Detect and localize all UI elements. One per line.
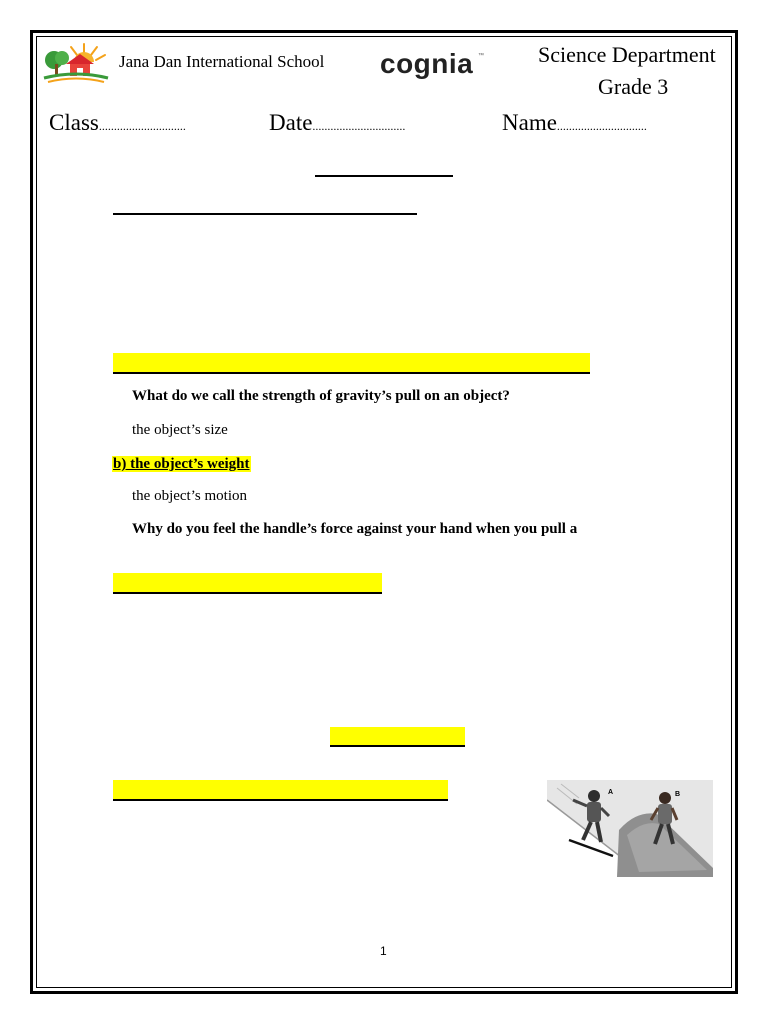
date-blank: ...............................: [312, 119, 406, 133]
answer-highlight-1: [113, 573, 382, 594]
slope-illustration: [547, 780, 713, 877]
question-1: What do we call the strength of gravity’s pull on an object?: [132, 388, 510, 404]
school-name: Jana Dan International School: [119, 52, 325, 71]
label-b: B: [675, 791, 681, 798]
subtitle-underline: [113, 213, 417, 215]
label-a: A: [608, 789, 614, 796]
grade-title: Grade 3: [598, 74, 669, 99]
date-label: Date: [269, 110, 313, 135]
trademark-mark: ™: [478, 53, 484, 59]
section-heading-highlight-2: [113, 780, 448, 801]
option-c: the object’s motion: [132, 488, 247, 504]
name-field: [502, 110, 647, 136]
answer-highlight-2: [330, 727, 465, 747]
name-blank: ..............................: [556, 119, 647, 133]
class-field: [49, 110, 186, 136]
cognia-logo: cognia: [380, 48, 474, 79]
page-number: 1: [380, 944, 387, 958]
question-2: Why do you feel the handle’s force against your hand when you pull a: [132, 521, 578, 537]
option-a: the object’s size: [132, 422, 228, 438]
class-label: Class: [49, 110, 99, 135]
option-b-correct: b) the object’s weight: [113, 456, 250, 472]
school-logo-icon: [40, 40, 112, 84]
title-underline: [315, 175, 453, 177]
date-field: [269, 110, 405, 136]
class-blank: .............................: [98, 119, 186, 133]
section-heading-highlight: [113, 353, 590, 374]
name-label: Name: [502, 110, 557, 135]
department-title: Science Department: [538, 42, 716, 67]
